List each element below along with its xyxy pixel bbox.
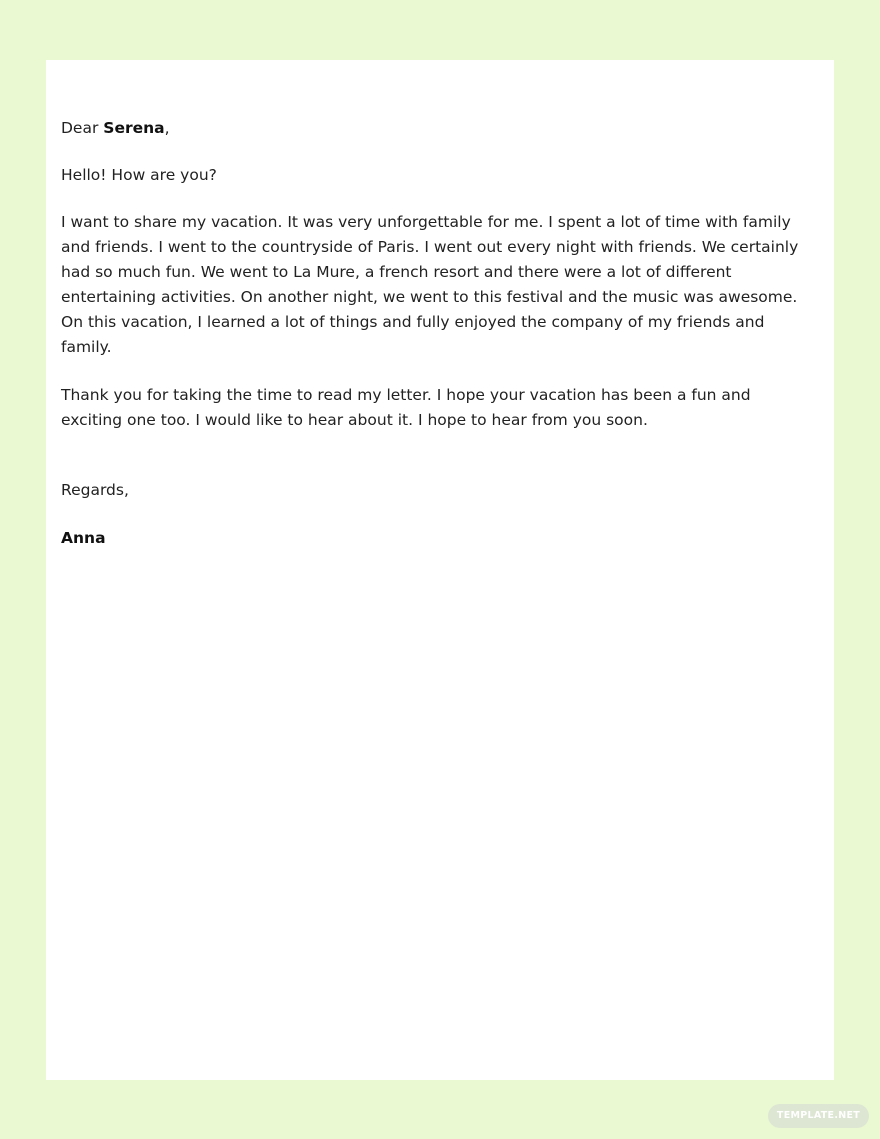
signature: Anna [61,529,106,547]
recipient-name: Serena [103,119,165,137]
greeting: Hello! How are you? [61,166,217,184]
salutation-suffix: , [164,119,170,137]
body-paragraph-1: I want to share my vacation. It was very unforgettable for me. I spent a lot of time with family and friends. I went to the countryside of Paris. I went out every night with friends. We certainly had so much fun. We went to La Mure, a french resort and there were a lot of different entertaining activities. On another night, we went to this festival and the music was awesome. On this vacation, I learned a lot of things and fully enjoyed the company of my friends and family. [61,213,799,356]
salutation [61,116,806,141]
template-watermark: TEMPLATE.NET [768,1104,869,1128]
salutation-prefix: Dear [61,119,104,137]
body-paragraph-2: Thank you for taking the time to read my letter. I hope your vacation has been a fun and exciting one too. I would like to hear about it. I hope to hear from you soon. [61,386,751,429]
letter-page [46,60,834,1080]
closing: Regards, [61,481,129,499]
